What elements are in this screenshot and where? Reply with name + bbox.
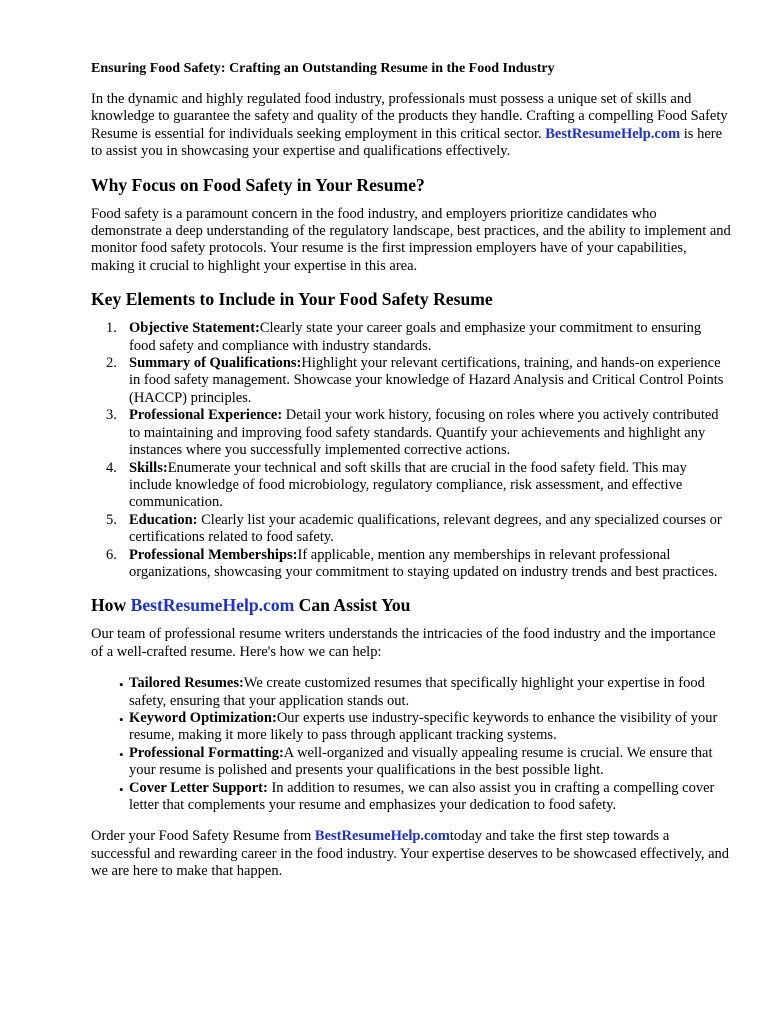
closing-link[interactable]: BestResumeHelp.com [314, 828, 450, 845]
bullet-icon: • [119, 746, 124, 762]
item-text: A well-organized and visually appealing resume is crucial. We ensure that your resume is polished and presents your qualifications in the best possible light. [129, 744, 713, 779]
intro-link[interactable]: BestResumeHelp.com [545, 125, 681, 142]
key-elements-list [91, 320, 731, 581]
section-paragraph-why-focus: Food safety is a paramount concern in the food industry, and employers prioritize candidates who demonstrate a deep understanding of the regulatory landscape, best practices, and the ability to implement and monitor food safety protocols. Your resume is the first impression employers have of your capabilities, making it crucial to highlight your expertise in this area. [91, 205, 731, 274]
item-label: Professional Memberships: [129, 546, 298, 563]
intro-text-1: In the dynamic and highly regulated food industry, professionals must possess a unique set of skills and knowledge to guarantee the safety and quality of the products they handle. Crafting a compelling Food Safety Resume is essential for individuals seeking employment in this critical sector. [91, 91, 728, 142]
document-title: Ensuring Food Safety: Crafting an Outstanding Resume in the Food Industry [91, 61, 555, 76]
intro-text-2: is here to assist you in showcasing your expertise and qualifications effectively. [91, 125, 723, 160]
list-item [91, 745, 731, 780]
section-heading-why-focus: Why Focus on Food Safety in Your Resume? [91, 174, 425, 195]
item-text: Detail your work history, focusing on roles where you actively contributed to maintaining and improving food safety standards. Quantify your achievements and highlight any instances where you successfully implemented corrective actions. [129, 407, 719, 459]
item-label: Professional Formatting: [129, 744, 284, 761]
item-text: Highlight your relevant certifications, training, and hands-on experience in food safety management. Showcase your knowledge of Hazard Analysis and Critical Control Points (HACCP) principles. [129, 355, 724, 406]
item-text: Enumerate your technical and soft skills that are crucial in the food safety field. This may include knowledge of food microbiology, regulatory compliance, risk assessment, and effective communication. [129, 459, 687, 511]
list-item: 3. Professional Experience: Detail your work history, focusing on roles where you actively contributed to maintaining and improving food safety standards. Quantify your achievements and highlight any instances where you successfully implemented corrective actions. [106, 407, 719, 459]
item-label: Skills: [129, 459, 168, 476]
list-item: 6. Professional Memberships:If applicable, mention any memberships in relevant professional organizations, showcasing your commitment to staying updated on industry trends and best practices. [106, 546, 718, 580]
section-heading-how-assist: How BestResumeHelp.com Can Assist You [91, 595, 411, 616]
closing-paragraph [91, 828, 731, 880]
list-item [91, 675, 731, 710]
item-label: Objective Statement: [129, 320, 260, 337]
intro-paragraph [91, 91, 731, 161]
section-heading-key-elements: Key Elements to Include in Your Food Safety Resume [91, 289, 493, 310]
bullet-icon: • [119, 677, 124, 693]
list-item: 5. Education: Clearly list your academic qualifications, relevant degrees, and any specialized courses or certifications related to food safety. [106, 511, 722, 546]
item-label: Keyword Optimization: [129, 709, 277, 726]
item-label: Professional Experience: [129, 407, 283, 424]
closing-text-2: today and take the first step towards a successful and rewarding career in the food industry. Your expertise deserves to be showcased effectively, and we are here to make that happen. [91, 828, 730, 880]
item-text: We create customized resumes that specifically highlight your expertise in food safety, ensuring that your application stands out. [129, 675, 705, 709]
bullet-icon: • [119, 711, 124, 727]
item-label: Education: [129, 511, 198, 528]
assist-bullet-list [91, 675, 731, 814]
item-label: Summary of Qualifications: [129, 355, 302, 372]
item-label: Tailored Resumes: [129, 675, 244, 692]
list-item: 1. Objective Statement:Clearly state your career goals and emphasize your commitment to ensuring food safety and compliance with industry standards. [106, 320, 702, 354]
list-item: 4. Skills:Enumerate your technical and soft skills that are crucial in the food safety field. This may include knowledge of food microbiology, regulatory compliance, risk assessment, and effective communication. [106, 459, 687, 511]
item-text: Our experts use industry-specific keywords to enhance the visibility of your resume, making it more likely to pass through applicant tracking systems. [129, 709, 718, 744]
heading-link[interactable]: BestResumeHelp.com [130, 595, 295, 616]
list-item [91, 780, 731, 815]
item-text: If applicable, mention any memberships in relevant professional organizations, showcasing your commitment to staying updated on industry trends and best practices. [129, 546, 718, 580]
item-text: Clearly list your academic qualifications, relevant degrees, and any specialized courses or certifications related to food safety. [129, 511, 722, 546]
item-text: In addition to resumes, we can also assist you in crafting a compelling cover letter that complements your resume and emphasizes your dedication to food safety. [129, 779, 715, 813]
list-item [91, 710, 731, 745]
item-text: Clearly state your career goals and emphasize your commitment to ensuring food safety and compliance with industry standards. [129, 320, 702, 354]
list-item: 2. Summary of Qualifications:Highlight your relevant certifications, training, and hands-on experience in food safety management. Showcase your knowledge of Hazard Analysis and Critical Control Points (HACCP) principles. [106, 355, 724, 406]
document-page [91, 60, 731, 881]
bullet-icon: • [119, 781, 124, 797]
section-paragraph-how-assist: Our team of professional resume writers understands the intricacies of the food industry and the importance of a well-crafted resume. Here's how we can help: [91, 626, 716, 660]
item-label: Cover Letter Support: [129, 779, 268, 796]
closing-text-1: Order your Food Safety Resume from [91, 828, 315, 845]
